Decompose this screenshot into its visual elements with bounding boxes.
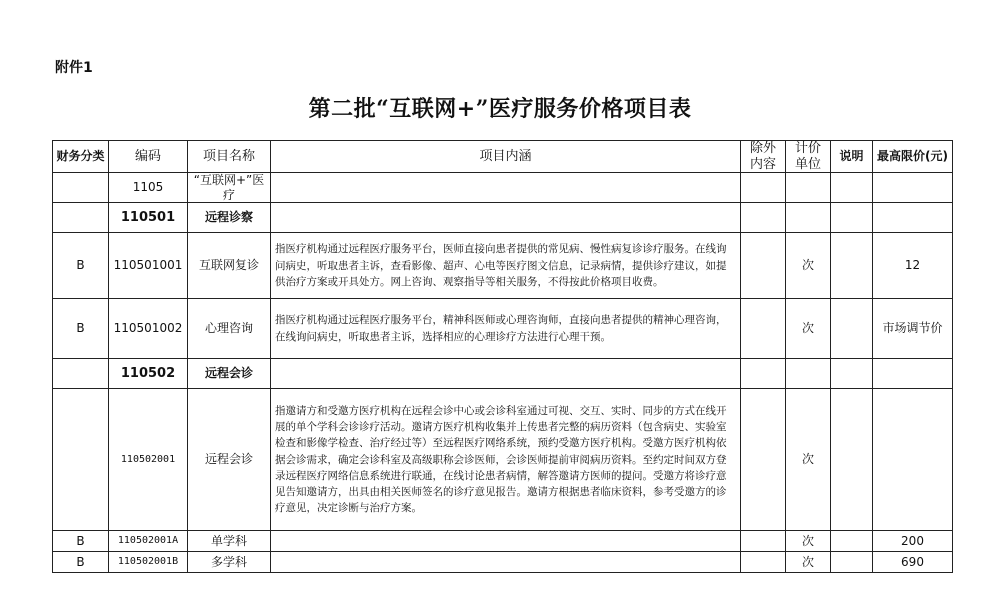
cell-exclusions [741,531,786,552]
cell-note [831,359,873,389]
cell-category: B [53,552,109,573]
cell-max-price [873,389,953,531]
header-note: 说明 [831,141,873,173]
cell-max-price: 市场调节价 [873,299,953,359]
cell-name: 心理咨询 [188,299,271,359]
cell-note [831,552,873,573]
cell-category [53,173,109,203]
header-unit: 计价单位 [786,141,831,173]
cell-name: “互联网+”医疗 [188,173,271,203]
cell-unit [786,359,831,389]
table-row [53,389,953,531]
cell-unit: 次 [786,299,831,359]
cell-note [831,233,873,299]
cell-category [53,359,109,389]
cell-name: 互联网复诊 [188,233,271,299]
cell-code: 110502001B [109,552,188,573]
cell-unit: 次 [786,233,831,299]
table-row [53,359,953,389]
cell-name: 远程会诊 [188,359,271,389]
cell-name: 单学科 [188,531,271,552]
header-name: 项目名称 [188,141,271,173]
cell-content [271,203,741,233]
cell-max-price [873,173,953,203]
table-row [53,552,953,573]
cell-category [53,203,109,233]
header-row [53,141,953,173]
cell-code: 1105 [109,173,188,203]
cell-content [271,359,741,389]
cell-content [271,173,741,203]
cell-code: 110501 [109,203,188,233]
cell-code: 110502 [109,359,188,389]
header-content: 项目内涵 [271,141,741,173]
table-row [53,531,953,552]
cell-content: 指医疗机构通过远程医疗服务平台，精神科医师或心理咨询师，直接向患者提供的精神心理咨询，在线询问病史，听取患者主诉，选择相应的心理诊疗方法进行心理干预。 [271,299,741,359]
cell-name: 多学科 [188,552,271,573]
cell-exclusions [741,233,786,299]
cell-exclusions [741,173,786,203]
cell-unit: 次 [786,552,831,573]
cell-note [831,173,873,203]
cell-max-price [873,203,953,233]
attachment-label: 附件1 [55,60,93,76]
cell-unit [786,173,831,203]
header-max-price: 最高限价(元) [873,141,953,173]
cell-max-price: 690 [873,552,953,573]
cell-exclusions [741,299,786,359]
cell-note [831,203,873,233]
cell-code: 110502001 [109,389,188,531]
cell-note [831,531,873,552]
cell-content: 指邀请方和受邀方医疗机构在远程会诊中心或会诊科室通过可视、交互、实时、同步的方式在线开展的单个学科会诊诊疗活动。邀请方医疗机构收集并上传患者完整的病历资料（包含病史、实验室检查和影像学检查、治疗经过等）至远程医疗网络系统，预约受邀方医疗机构。受邀方医疗机构依据会诊需求，确定会诊科室及高级职称会诊医师，会诊医师提前审阅病历资料。至约定时间双方登录远程医疗网络信息系统进行联通，在线讨论患者病情，解答邀请方医师的提问。受邀方将诊疗意见告知邀请方，出具由相关医师签名的诊疗意见报告。邀请方根据患者临床资料，参考受邀方的诊疗意见，决定诊断与治疗方案。 [271,389,741,531]
cell-code: 110502001A [109,531,188,552]
cell-max-price: 200 [873,531,953,552]
cell-note [831,389,873,531]
cell-name: 远程会诊 [188,389,271,531]
cell-category: B [53,233,109,299]
cell-exclusions [741,203,786,233]
price-table [52,140,953,573]
cell-category [53,389,109,531]
document-title: 第二批“互联网+”医疗服务价格项目表 [308,96,692,122]
cell-category: B [53,299,109,359]
cell-exclusions [741,389,786,531]
cell-exclusions [741,552,786,573]
table-row [53,299,953,359]
cell-content: 指医疗机构通过远程医疗服务平台，医师直接向患者提供的常见病、慢性病复诊诊疗服务。在线询问病史，听取患者主诉，查看影像、超声、心电等医疗图文信息，记录病情，提供诊疗建议，如提供治疗方案或开具处方。网上咨询、观察指导等相关服务，不得按此价格项目收费。 [271,233,741,299]
header-category: 财务分类 [53,141,109,173]
cell-unit: 次 [786,531,831,552]
cell-code: 110501001 [109,233,188,299]
cell-max-price: 12 [873,233,953,299]
cell-note [831,299,873,359]
table-row [53,173,953,203]
cell-name: 远程诊察 [188,203,271,233]
cell-content [271,552,741,573]
cell-unit: 次 [786,389,831,531]
header-exclusions: 除外内容 [741,141,786,173]
cell-unit [786,203,831,233]
cell-max-price [873,359,953,389]
table-row [53,203,953,233]
cell-code: 110501002 [109,299,188,359]
header-code: 编码 [109,141,188,173]
cell-exclusions [741,359,786,389]
cell-content [271,531,741,552]
table-row [53,233,953,299]
cell-category: B [53,531,109,552]
